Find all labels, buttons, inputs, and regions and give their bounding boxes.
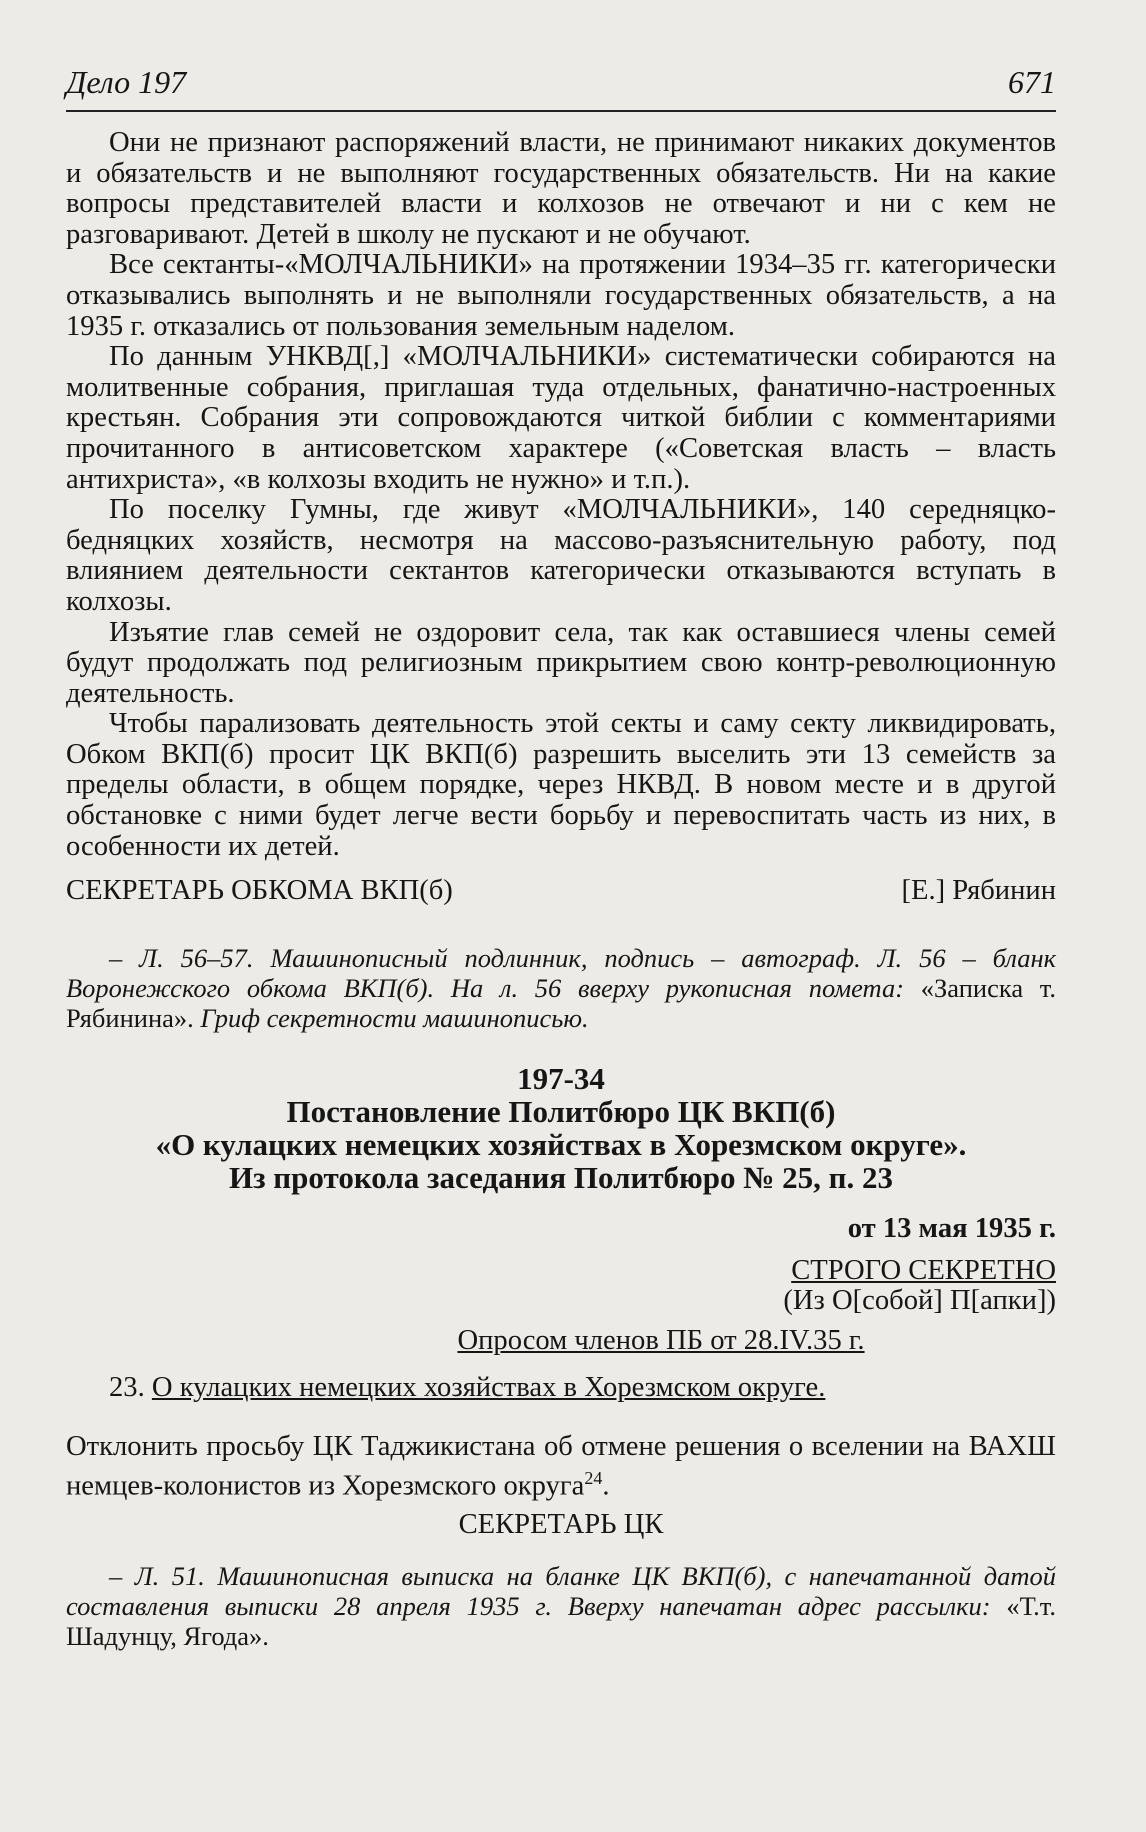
document-title-line-2: «О кулацких немецких хозяйствах в Хорезмском округе».: [155, 1126, 967, 1162]
secrecy-stamp: [66, 1256, 1056, 1316]
document-title-line-1: Постановление Политбюро ЦК ВКП(б): [286, 1093, 836, 1129]
archival-note-1: [66, 943, 1056, 1033]
resolution-body: Отклонить просьбу ЦК Таджикистана об отмене решения о вселении на ВАХШ немцев-колонистов из Хорезмского округа: [66, 1431, 1056, 1502]
archival-note-1-text: – Л. 56–57. Машинописный подлинник, подпись – автограф. Л. 56 – бланк Воронежского обкома ВКП(б). На л. 56 вверху рукописная помета:: [66, 942, 1056, 1003]
item-heading: О кулацких немецких хозяйствах в Хорезмском округе.: [151, 1372, 826, 1404]
signature-line: [66, 876, 1056, 907]
resolution-text: [66, 1432, 1056, 1502]
resolution-item: [66, 1373, 1056, 1404]
archival-note-1-quote: «Записка т. Рябинина».: [66, 972, 1057, 1033]
special-folder-note: (Из О[собой] П[апки]): [783, 1285, 1056, 1317]
secrecy-level: СТРОГО СЕКРЕТНО: [791, 1255, 1056, 1287]
central-committee-secretary: СЕКРЕТАРЬ ЦК: [458, 1508, 664, 1540]
archival-note-1-tail: Гриф секретности машинописью.: [193, 1002, 589, 1033]
document-body: [66, 128, 1056, 1677]
paragraph-3: По данным УНКВД[,] «МОЛЧАЛЬНИКИ» систематически собираются на молитвенные собрания, приглашая туда отдельных, фанатично-настроенных крестьян. Собрания эти сопровождаются читкой библии с комментариями прочитанного в антисоветском характере («Советская власть – власть антихриста», «в колхозы входить не нужно» и т.п.).: [66, 341, 1056, 495]
running-header: [66, 60, 1056, 112]
document-date: от 13 мая 1935 г.: [847, 1212, 1056, 1244]
archival-note-2: [66, 1561, 1056, 1651]
resolution-end: .: [602, 1470, 610, 1502]
paragraph-5: Изъятие глав семей не оздоровит села, так как оставшиеся члены семей будут продолжать под религиозным прикрытием свою контр-революционную деятельность.: [66, 616, 1056, 709]
archival-note-2-text: – Л. 51. Машинописная выписка на бланке ЦК ВКП(б), с напечатанной датой составления выписки 28 апреля 1935 г. Вверху напечатан адрес рассылки:: [66, 1560, 1056, 1621]
paragraph-1: Они не признают распоряжений власти, не принимают никаких документов и обязательств и не выполняют государственных обязательств. Ни на какие вопросы представителей власти и колхозов не отвечают и ни с кем не разговаривают. Детей в школу не пускают и не обучают.: [66, 127, 1056, 250]
page-number: 671: [1008, 64, 1056, 100]
signature-name: [Е.] Рябинин: [901, 875, 1056, 907]
item-number: 23.: [109, 1372, 152, 1404]
document-title-line-3: Из протокола заседания Политбюро № 25, п. 23: [228, 1159, 894, 1195]
archival-note-2-quote: «Т.т. Шадунцу, Ягода».: [66, 1590, 1056, 1651]
signature-title: СЕКРЕТАРЬ ОБКОМА ВКП(б): [66, 875, 453, 907]
footnote-marker: 24: [584, 1467, 603, 1488]
case-number: Дело 197: [66, 64, 187, 100]
document-number: 197-34: [517, 1060, 605, 1096]
paragraph-4: По поселку Гумны, где живут «МОЛЧАЛЬНИКИ», 140 середняцко-бедняцких хозяйств, несмотря на массово-разъяснительную работу, под влиянием деятельности сектантов категорически отказываются вступать в колхозы.: [66, 494, 1056, 617]
paragraph-6: Чтобы парализовать деятельность этой секты и саму секту ликвидировать, Обком ВКП(б) просит ЦК ВКП(б) разрешить выселить эти 13 семейств за пределы области, в общем порядке, через НКВД. В новом месте и в другой обстановке с ними будет легче вести борьбу и перевоспитать часть из них, в особенности их детей.: [66, 708, 1056, 862]
paragraph-2: Все сектанты-«МОЛЧАЛЬНИКИ» на протяжении 1934–35 гг. категорически отказывались выполнять и не выполняли государственных обязательств, а на 1935 г. отказались от пользования земельным наделом.: [66, 249, 1056, 342]
poll-note: Опросом членов ПБ от 28.IV.35 г.: [457, 1325, 865, 1357]
